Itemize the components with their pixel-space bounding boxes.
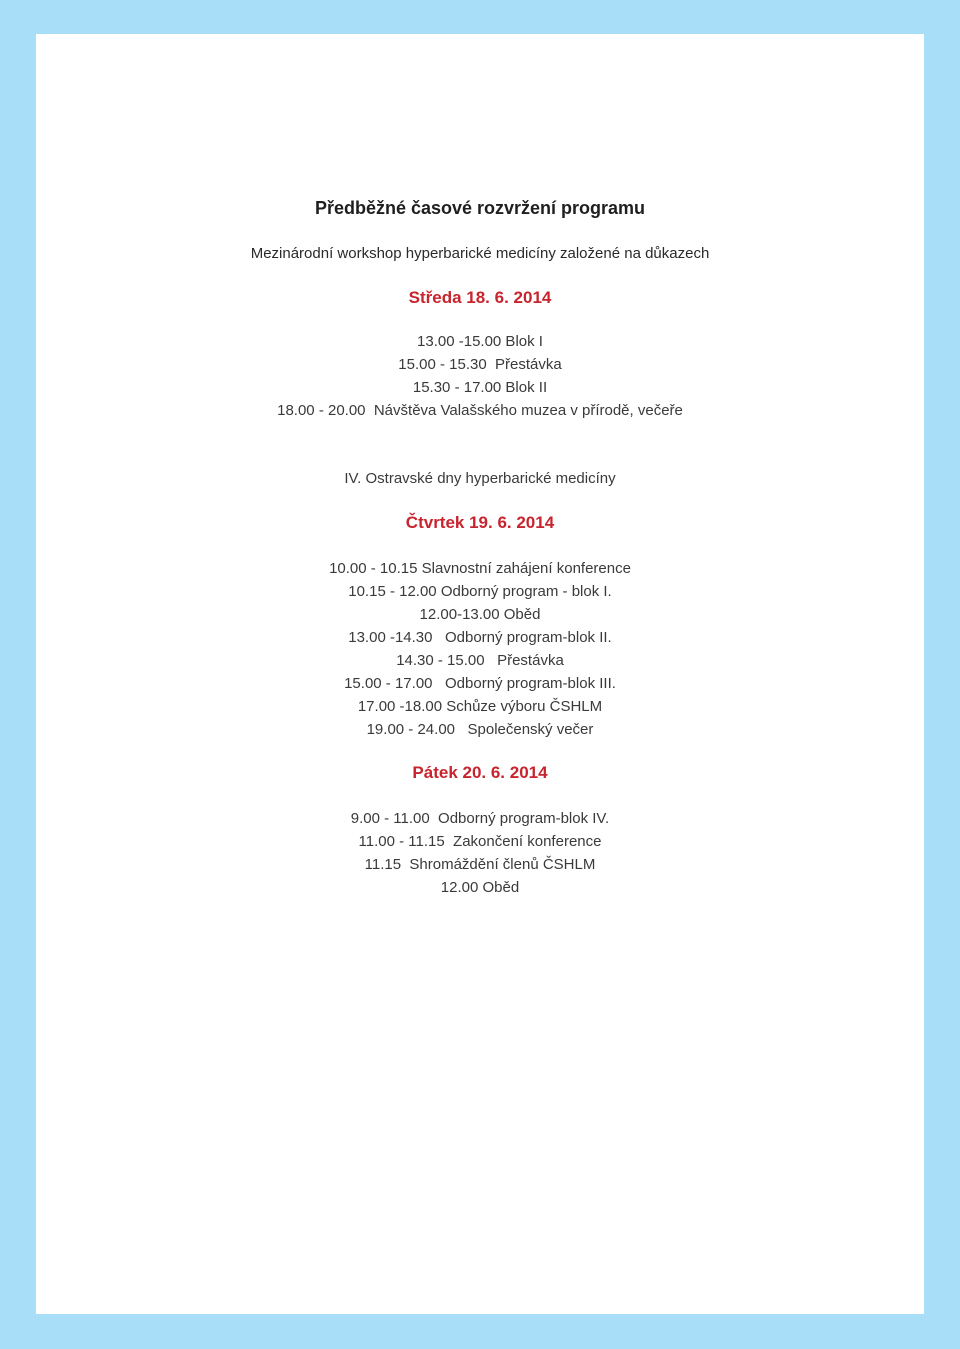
page-sheet — [36, 34, 924, 1314]
schedule-item: 19.00 - 24.00 Společenský večer — [366, 721, 594, 738]
schedule-item: 10.00 - 10.15 Slavnostní zahájení konference — [329, 560, 631, 577]
schedule-item: 12.00-13.00 Oběd — [419, 606, 541, 623]
schedule-item: 11.00 - 11.15 Zakončení konference — [358, 833, 602, 850]
page-title: Předběžné časové rozvržení programu — [314, 198, 646, 218]
conference-heading: IV. Ostravské dny hyperbarické medicíny — [344, 470, 616, 487]
schedule-item: 15.00 - 17.00 Odborný program-blok III. — [344, 675, 616, 692]
schedule-item: 13.00 -15.00 Blok I — [417, 333, 543, 350]
workshop-subtitle: Mezinárodní workshop hyperbarické medicíny založené na důkazech — [250, 245, 710, 262]
day-heading-thursday: Čtvrtek 19. 6. 2014 — [405, 513, 555, 532]
schedule-item: 11.15 Shromáždění členů ČSHLM — [364, 856, 596, 873]
schedule-item: 12.00 Oběd — [440, 879, 520, 896]
schedule-item: 18.00 - 20.00 Návštěva Valašského muzea v přírodě, večeře — [277, 402, 683, 419]
schedule-item: 14.30 - 15.00 Přestávka — [396, 652, 564, 669]
day-heading-wednesday: Středa 18. 6. 2014 — [408, 288, 552, 307]
day-heading-friday: Pátek 20. 6. 2014 — [412, 763, 548, 782]
schedule-item: 15.30 - 17.00 Blok II — [412, 379, 548, 396]
schedule-item: 9.00 - 11.00 Odborný program-blok IV. — [350, 810, 610, 827]
schedule-item: 17.00 -18.00 Schůze výboru ČSHLM — [357, 698, 603, 715]
schedule-item: 13.00 -14.30 Odborný program-blok II. — [348, 629, 612, 646]
schedule-item: 15.00 - 15.30 Přestávka — [398, 356, 562, 373]
schedule-item: 10.15 - 12.00 Odborný program - blok I. — [348, 583, 612, 600]
